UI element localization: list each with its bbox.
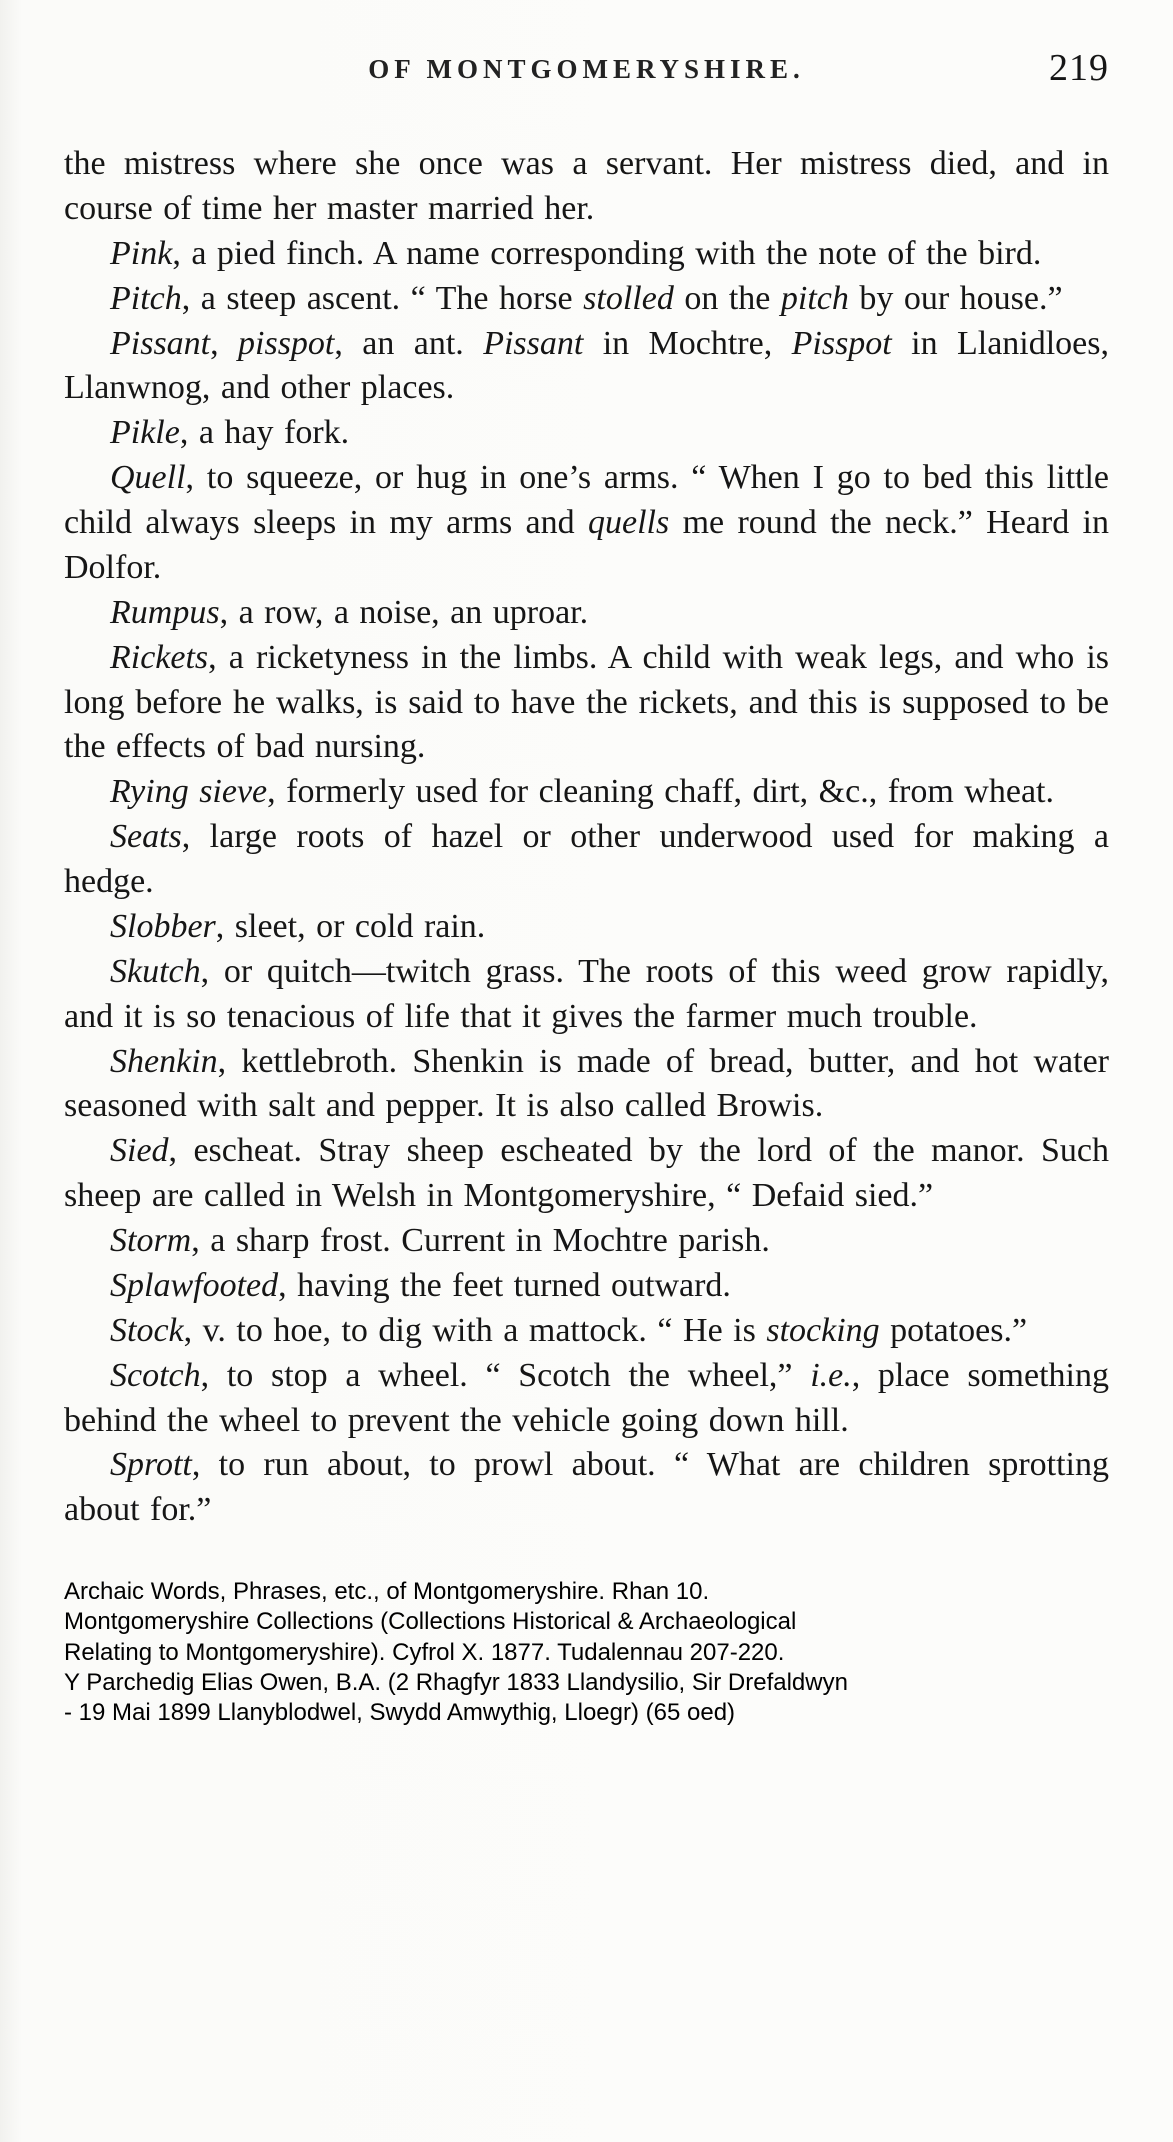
body-text: , large roots of hazel or other underwood used for making a hedge.: [64, 818, 1109, 900]
caption-line: Y Parchedig Elias Owen, B.A. (2 Rhagfyr 1833 Llandysilio, Sir Drefaldwyn: [64, 1668, 848, 1696]
headword-italic: Pitch: [110, 279, 182, 317]
headword-italic: Pink: [110, 234, 173, 272]
headword-italic: Rumpus: [110, 593, 220, 631]
headword-italic: Shenkin: [110, 1042, 218, 1080]
caption-line: Archaic Words, Phrases, etc., of Montgomeryshire. Rhan 10.: [64, 1578, 710, 1606]
body-text: , to squeeze, or hug in one’s arms. “ When I go to bed this little child always sleeps in my arms and: [64, 459, 1109, 541]
body-text: , a ricketyness in the limbs. A child with weak legs, and who is long before he walks, is said to have the rickets, and this is supposed to be the effects of bad nursing.: [64, 638, 1109, 766]
caption-block: [64, 1577, 1109, 1728]
headword-italic: Pissant: [110, 324, 211, 362]
paragraph: [64, 1443, 1109, 1533]
body-text: , sleet, or cold rain.: [215, 907, 486, 945]
paragraph: [64, 1040, 1109, 1130]
paragraph: [64, 277, 1109, 322]
headword-italic: Scotch: [110, 1356, 201, 1394]
headword-italic: i.e.: [810, 1356, 852, 1394]
page-number: 219: [1049, 47, 1109, 89]
body-text: , v. to hoe, to dig with a mattock. “ He is: [183, 1311, 767, 1349]
headword-italic: stocking: [766, 1311, 880, 1349]
running-title: OF MONTGOMERYSHIRE.: [368, 54, 805, 84]
paragraph: [64, 905, 1109, 950]
paragraph: [64, 1129, 1109, 1219]
paragraph: [64, 456, 1109, 591]
body-text: , an ant.: [334, 324, 484, 362]
page-header: [64, 47, 1109, 100]
body-text: , kettlebroth. Shenkin is made of bread, butter, and hot water seasoned with salt and pepper. It is also called Browis.: [64, 1042, 1109, 1125]
body-text: in Llanidloes, Llanwnog, and other places.: [64, 324, 1109, 407]
body-text: , a pied finch. A name corresponding with the note of the bird.: [172, 234, 1042, 272]
headword-italic: pisspot: [238, 324, 335, 362]
body-text: on the: [673, 279, 781, 317]
headword-italic: Sied: [110, 1132, 169, 1170]
paragraph: [64, 950, 1109, 1040]
headword-italic: Pissant: [483, 324, 584, 362]
body-text: in Mochtre,: [583, 324, 792, 362]
headword-italic: Skutch: [110, 952, 201, 990]
headword-italic: Pikle: [110, 414, 180, 452]
body-text: , escheat. Stray sheep escheated by the lord of the manor. Such sheep are called in Welsh in Montgomeryshire, “ Defaid sied.”: [64, 1132, 1109, 1215]
body-text: , a sharp frost. Current in Mochtre parish.: [191, 1222, 770, 1259]
headword-italic: Slobber: [110, 907, 216, 945]
body-text: the mistress where she once was a servant. Her mistress died, and in course of time her master married her.: [64, 145, 1109, 227]
headword-italic: Rickets: [110, 638, 209, 676]
paragraph: [64, 142, 1109, 232]
paragraph: [64, 770, 1109, 815]
paragraph: [64, 232, 1109, 277]
body-text: , or quitch—twitch grass. The roots of this weed grow rapidly, and it is so tenacious of life that it gives the farmer much trouble.: [64, 952, 1109, 1035]
text-block: [64, 142, 1109, 1533]
headword-italic: Pisspot: [791, 324, 892, 362]
caption-line: - 19 Mai 1899 Llanyblodwel, Swydd Amwythig, Lloegr) (65 oed): [64, 1699, 736, 1727]
body-text: , place something behind the wheel to prevent the vehicle going down hill.: [64, 1356, 1109, 1439]
body-text: , a row, a noise, an uproar.: [219, 593, 589, 631]
caption-line: Montgomeryshire Collections (Collections Historical & Archaeological: [64, 1608, 797, 1636]
body-text: , formerly used for cleaning chaff, dirt, &c., from wheat.: [267, 773, 1054, 811]
paragraph: [64, 591, 1109, 636]
paragraph: [64, 1354, 1109, 1444]
body-text: ,: [210, 324, 239, 362]
paragraph: [64, 1309, 1109, 1354]
body-text: , having the feet turned outward.: [278, 1266, 731, 1304]
paragraph: [64, 636, 1109, 771]
headword-italic: Storm: [110, 1222, 192, 1259]
body-text: , a hay fork.: [179, 414, 350, 452]
body-text: , to stop a wheel. “ Scotch the wheel,”: [200, 1356, 811, 1394]
paragraph: [64, 322, 1109, 412]
headword-italic: stolled: [583, 279, 674, 317]
headword-italic: Splawfooted: [110, 1266, 279, 1304]
headword-italic: Rying sieve: [110, 773, 268, 811]
body-text: potatoes.”: [879, 1311, 1028, 1349]
headword-italic: Quell: [110, 459, 186, 497]
body-text: by our house.”: [848, 279, 1063, 317]
body-text: , to run about, to prowl about. “ What are children sprotting about for.”: [64, 1446, 1109, 1529]
headword-italic: Seats: [110, 818, 182, 856]
caption-line: Relating to Montgomeryshire). Cyfrol X. 1877. Tudalennau 207-220.: [64, 1638, 785, 1666]
headword-italic: Sprott: [110, 1446, 192, 1484]
headword-italic: quells: [588, 504, 670, 541]
headword-italic: Stock: [110, 1311, 184, 1349]
body-text: me round the neck.” Heard in Dolfor.: [64, 504, 1109, 586]
paragraph: [64, 1264, 1109, 1309]
paragraph: [64, 1219, 1109, 1264]
paragraph: [64, 411, 1109, 456]
headword-italic: pitch: [780, 279, 849, 317]
body-text: , a steep ascent. “ The horse: [181, 279, 584, 317]
paragraph: [64, 815, 1109, 905]
